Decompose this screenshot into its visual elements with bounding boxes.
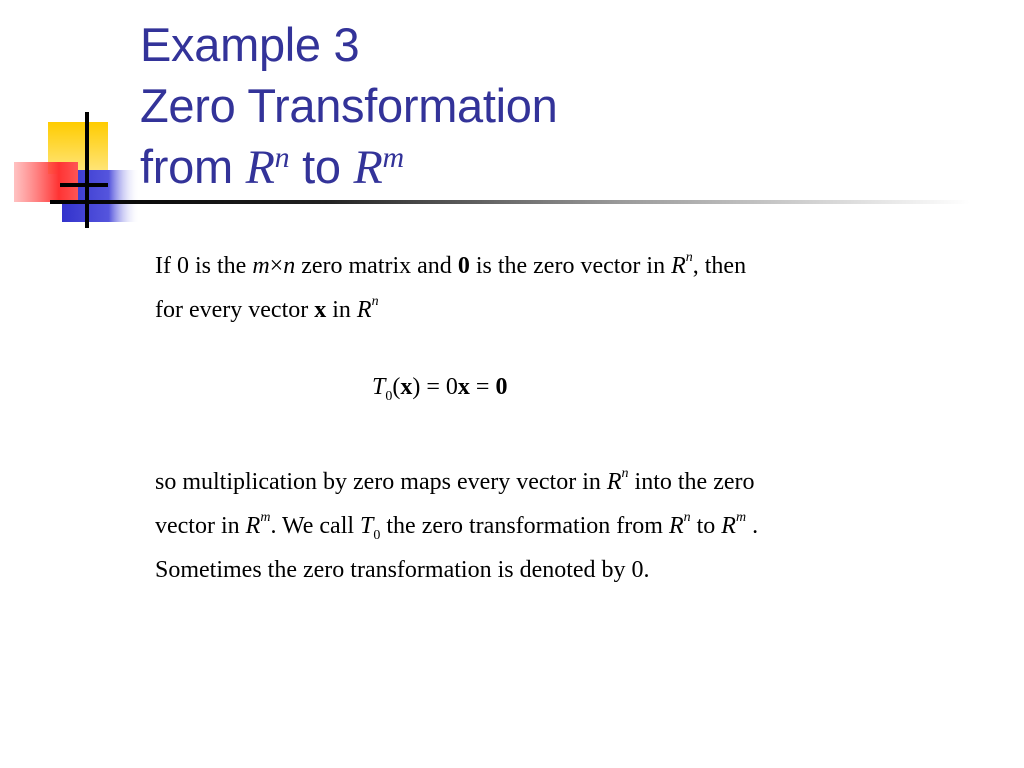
var-R: R [721,513,736,539]
sub-0: 0 [373,528,381,543]
paragraph-definition [155,244,746,332]
var-T: T [360,513,374,539]
zero-vector-symbol: 0 [457,253,470,279]
title-R-n: R [245,141,275,194]
var-m: m [252,253,270,279]
eq-paren-open: ( [392,374,401,400]
definition-line-2 [155,288,746,332]
var-R: R [671,253,686,279]
title-from: from [140,140,233,193]
text-span: for every vector [155,297,309,323]
explanation-line-3: Sometimes the zero transformation is denoted by 0. [155,557,650,583]
eq-x: x [400,374,413,400]
sup-n: n [685,250,693,265]
eq-sub-0: 0 [385,389,393,404]
var-R: R [245,513,261,539]
red-square [14,162,78,202]
text-span: into the zero [634,469,755,495]
text-span: in [332,297,351,323]
text-span: . We call [270,513,355,539]
text-span: is the zero vector in [475,253,666,279]
sup-m: m [735,510,747,525]
vector-x: x [314,297,327,323]
sup-n: n [371,294,379,309]
text-span: the zero transformation from [386,513,663,539]
var-R: R [668,513,684,539]
explanation-line-2 [155,504,758,548]
var-R: R [606,469,622,495]
text-span: zero matrix and [301,253,452,279]
title-to: to [302,140,341,193]
eq-equals: = [475,374,490,400]
paragraph-explanation [155,460,758,592]
decorative-squares-logo [0,0,160,240]
text-span: If 0 is the [155,253,247,279]
times-symbol: × [269,253,284,279]
sup-m: m [260,510,271,525]
definition-line-1 [155,244,746,288]
eq-paren-close: ) [412,374,421,400]
explanation-line-1 [155,460,758,504]
text-span: , then [692,253,747,279]
text-span: to [696,513,716,539]
title-line-3 [140,136,557,198]
title-line-2: Zero Transformation [140,79,558,132]
var-R: R [356,297,372,323]
title-sup-n: n [274,141,290,174]
sup-n: n [683,510,691,525]
title-divider [50,200,970,204]
title-line-1: Example 3 [140,18,360,71]
title-R-m: R [353,141,383,194]
sup-n: n [621,466,629,481]
title-sup-m: m [382,141,404,174]
text-span: . [752,513,759,539]
eq-zero-vector: 0 [495,374,508,400]
text-span: so multiplication by zero maps every vector in [155,469,601,495]
eq-equals: = [426,374,440,400]
var-n: n [283,253,296,279]
slide-title [140,14,557,198]
eq-x: x [457,374,470,400]
eq-T: T [372,374,386,400]
text-span: vector in [155,513,240,539]
zero-transformation-equation [372,374,508,404]
eq-zero-matrix: 0 [445,374,458,400]
